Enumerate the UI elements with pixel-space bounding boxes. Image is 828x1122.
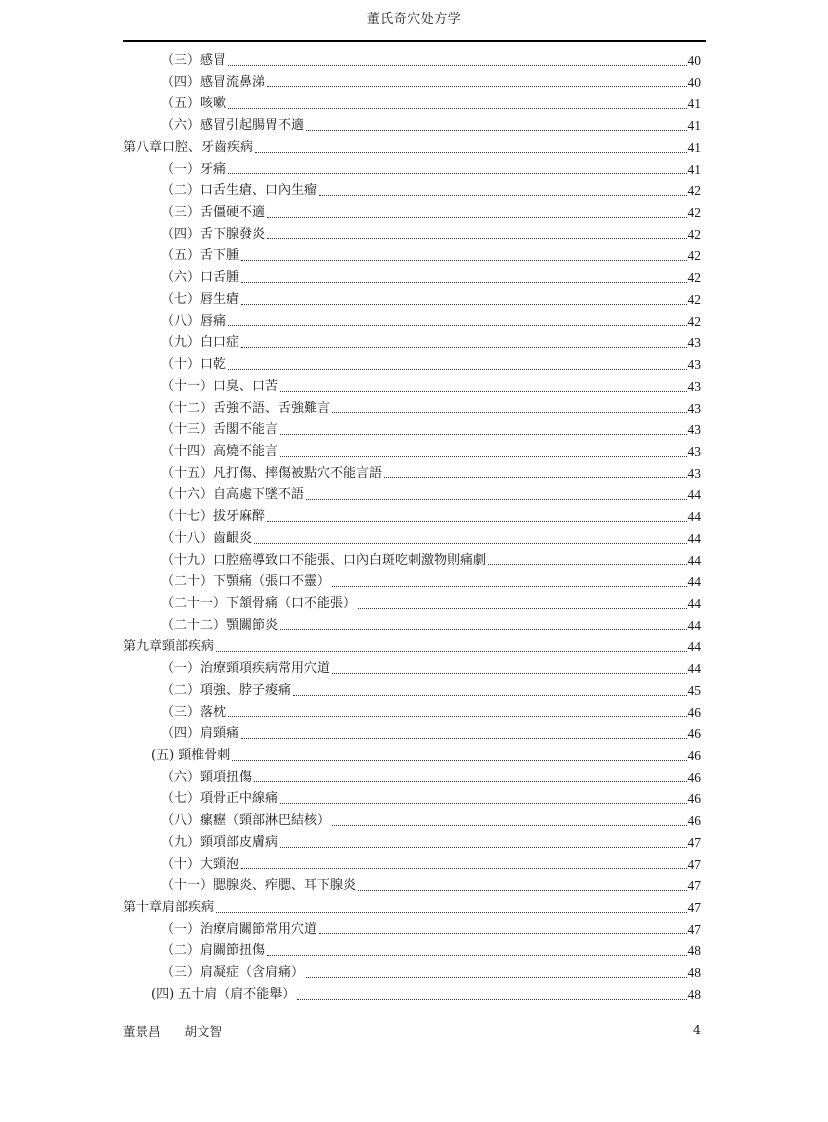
- toc-section-entry[interactable]: [123, 593, 701, 615]
- dot-leader: [228, 107, 686, 109]
- page-number: 4: [693, 1022, 701, 1037]
- toc-page-number: 48: [687, 986, 701, 1002]
- dot-leader: [280, 628, 686, 630]
- toc-page-number: 43: [687, 357, 701, 373]
- dot-leader: [228, 324, 686, 326]
- dot-leader: [332, 672, 686, 674]
- dot-leader: [306, 129, 686, 131]
- dot-leader: [358, 889, 686, 891]
- running-header: 董氏奇穴处方学: [366, 12, 462, 27]
- toc-chapter-entry[interactable]: [123, 897, 701, 919]
- toc-page-number: 42: [687, 270, 701, 286]
- dot-leader: [306, 498, 686, 500]
- toc-entry-title: （六）口舌腫: [161, 270, 240, 286]
- dot-leader: [216, 650, 686, 652]
- toc-section-entry[interactable]: [123, 332, 701, 354]
- dot-leader: [297, 998, 686, 1000]
- toc-section-entry[interactable]: [123, 441, 701, 463]
- toc-page-number: 42: [687, 226, 701, 242]
- toc-page-number: 40: [687, 53, 701, 68]
- toc-entry-title: （二）肩關節扭傷: [161, 943, 266, 959]
- toc-section-entry[interactable]: [123, 289, 701, 311]
- dot-leader: [228, 172, 686, 174]
- dot-leader: [293, 694, 686, 696]
- toc-chapter-entry[interactable]: [123, 636, 701, 658]
- dot-leader: [280, 802, 686, 804]
- dot-leader: [306, 976, 686, 978]
- author-name: 胡文智: [184, 1024, 223, 1039]
- toc-entry-title: （九）白口症: [161, 335, 240, 351]
- toc-entry-title: (四) 五十肩（肩不能舉）: [151, 986, 296, 1002]
- toc-entry-title: （八）唇痛: [161, 313, 227, 329]
- dot-leader: [488, 563, 686, 565]
- toc-page-number: 46: [687, 748, 701, 763]
- toc-page-number: 43: [687, 465, 701, 481]
- dot-leader: [232, 759, 686, 761]
- toc-section-entry[interactable]: [123, 50, 701, 72]
- toc-entry-title: （三）肩凝症（含肩痛）: [161, 965, 305, 981]
- dot-leader: [241, 867, 686, 869]
- dot-leader: [358, 607, 686, 609]
- toc-entry-title: （五）舌下腫: [161, 248, 240, 264]
- toc-section-entry[interactable]: [123, 984, 701, 1006]
- toc-page-number: 44: [687, 487, 701, 503]
- toc-entry-title: （十六）自高處下墜不語: [161, 487, 305, 503]
- toc-section-entry[interactable]: [123, 224, 701, 246]
- toc-section-entry[interactable]: [123, 115, 701, 137]
- toc-section-entry[interactable]: [123, 788, 701, 810]
- toc-entry-title: （三）落枕: [161, 704, 227, 720]
- toc-entry-title: （十八）齒齦炎: [161, 530, 253, 546]
- toc-entry-title: （九）頸項部皮膚病: [161, 834, 279, 850]
- toc-section-entry[interactable]: [123, 745, 701, 767]
- dot-leader: [267, 520, 686, 522]
- dot-leader: [228, 64, 686, 66]
- toc-page-number: 47: [687, 921, 701, 937]
- toc-page-number: 43: [687, 335, 701, 351]
- toc-entry-title: （十）大頸泡: [161, 856, 240, 872]
- dot-leader: [254, 542, 686, 544]
- toc-entry-title: （三）舌僵硬不適: [161, 205, 266, 221]
- toc-entry-title: （一）治療頸項疾病常用穴道: [161, 661, 331, 677]
- toc-page-number: 48: [687, 965, 701, 981]
- toc-page-number: 42: [687, 291, 701, 307]
- toc-section-entry[interactable]: [123, 484, 701, 506]
- toc-entry-title: （十七）拔牙麻醉: [161, 509, 266, 525]
- dot-leader: [280, 433, 686, 435]
- toc-section-entry[interactable]: [123, 202, 701, 224]
- toc-entry-title: （十四）高燒不能言: [161, 443, 279, 459]
- toc-entry-title: （五）咳嗽: [161, 96, 227, 112]
- toc-section-entry[interactable]: [123, 854, 701, 876]
- dot-leader: [241, 303, 686, 305]
- toc-section-entry[interactable]: [123, 506, 701, 528]
- toc-section-entry[interactable]: [123, 832, 701, 854]
- dot-leader: [332, 585, 686, 587]
- dot-leader: [280, 390, 686, 392]
- toc-page-number: 48: [687, 943, 701, 959]
- toc-entry-title: 第八章口腔、牙齒疾病: [123, 139, 254, 155]
- toc-entry-title: （二十一）下頷骨痛（口不能張）: [161, 595, 357, 611]
- toc-page-number: 47: [687, 878, 701, 894]
- dot-leader: [254, 780, 686, 782]
- toc-page-number: 44: [687, 595, 701, 611]
- toc-section-entry[interactable]: [123, 658, 701, 680]
- toc-page-number: 46: [687, 813, 701, 829]
- dot-leader: [241, 737, 686, 739]
- toc-section-entry[interactable]: [123, 940, 701, 962]
- toc-entry-title: （三）感冒: [161, 53, 227, 68]
- toc-page-number: 41: [687, 161, 701, 177]
- toc-page-number: 40: [687, 74, 701, 90]
- toc-section-entry[interactable]: [123, 311, 701, 333]
- toc-section-entry[interactable]: [123, 93, 701, 115]
- toc-page-number: 41: [687, 139, 701, 155]
- toc-page-number: 44: [687, 574, 701, 590]
- toc-entry-title: （十一）腮腺炎、痄腮、耳下腺炎: [161, 878, 357, 894]
- dot-leader: [280, 846, 686, 848]
- dot-leader: [332, 411, 686, 413]
- toc-section-entry[interactable]: [123, 354, 701, 376]
- toc-entry-title: （八）瘰癧（頸部淋巴結核）: [161, 813, 331, 829]
- toc-entry-title: （二十）下顎痛（張口不靈）: [161, 574, 331, 590]
- toc-page-number: 41: [687, 96, 701, 112]
- header-rule: [123, 40, 706, 42]
- toc-section-entry[interactable]: [123, 875, 701, 897]
- toc-entry-title: （四）肩頸痛: [161, 726, 240, 742]
- footer-authors: [123, 1022, 222, 1040]
- toc-page-number: 44: [687, 617, 701, 633]
- toc-page-number: 44: [687, 530, 701, 546]
- toc-entry-title: （六）感冒引起腸胃不適: [161, 118, 305, 134]
- dot-leader: [267, 216, 686, 218]
- toc-page-number: 43: [687, 378, 701, 394]
- toc-entry-title: （二）口舌生瘡、口內生瘤: [161, 183, 318, 199]
- toc-entry-title: （一）牙痛: [161, 161, 227, 177]
- table-of-contents: [123, 50, 701, 1006]
- dot-leader: [255, 151, 686, 153]
- toc-entry-title: （十）口乾: [161, 357, 227, 373]
- toc-page-number: 46: [687, 769, 701, 785]
- dot-leader: [216, 911, 686, 913]
- dot-leader: [241, 281, 686, 283]
- toc-page-number: 42: [687, 205, 701, 221]
- toc-section-entry[interactable]: [123, 159, 701, 181]
- toc-page-number: 43: [687, 422, 701, 438]
- toc-page-number: 42: [687, 183, 701, 199]
- dot-leader: [267, 237, 686, 239]
- toc-page-number: 46: [687, 704, 701, 720]
- toc-chapter-entry[interactable]: [123, 137, 701, 159]
- toc-section-entry[interactable]: [123, 376, 701, 398]
- dot-leader: [267, 85, 686, 87]
- toc-section-entry[interactable]: [123, 919, 701, 941]
- author-name: 董景昌: [123, 1024, 161, 1039]
- toc-section-entry[interactable]: [123, 680, 701, 702]
- toc-page-number: 44: [687, 509, 701, 525]
- dot-leader: [241, 259, 686, 261]
- toc-section-entry[interactable]: [123, 245, 701, 267]
- toc-entry-title: （二十二）顎關節炎: [161, 617, 279, 633]
- toc-section-entry[interactable]: [123, 550, 701, 572]
- dot-leader: [319, 932, 686, 934]
- dot-leader: [280, 455, 686, 457]
- toc-entry-title: （十五）凡打傷、摔傷被點穴不能言語: [161, 465, 383, 481]
- toc-entry-title: （十三）舌閣不能言: [161, 422, 279, 438]
- page-footer: [123, 1022, 701, 1040]
- toc-section-entry[interactable]: [123, 767, 701, 789]
- toc-section-entry[interactable]: [123, 180, 701, 202]
- toc-entry-title: （七）項骨正中線痛: [161, 791, 279, 807]
- toc-section-entry[interactable]: [123, 571, 701, 593]
- toc-entry-title: （十九）口腔癌導致口不能張、口內白斑吃刺激物則痛劇: [161, 552, 487, 568]
- dot-leader: [228, 368, 686, 370]
- toc-page-number: 47: [687, 900, 701, 916]
- toc-entry-title: （十一）口臭、口苦: [161, 378, 279, 394]
- toc-page-number: 47: [687, 856, 701, 872]
- toc-section-entry[interactable]: [123, 615, 701, 637]
- toc-page-number: 44: [687, 661, 701, 677]
- toc-section-entry[interactable]: [123, 463, 701, 485]
- toc-entry-title: （一）治療肩關節常用穴道: [161, 921, 318, 937]
- dot-leader: [241, 346, 686, 348]
- toc-section-entry[interactable]: [123, 72, 701, 94]
- toc-page-number: 46: [687, 791, 701, 807]
- toc-page-number: 42: [687, 248, 701, 264]
- toc-entry-title: (五) 頸椎骨刺: [151, 748, 231, 763]
- toc-entry-title: 第九章頸部疾病: [123, 639, 215, 655]
- toc-section-entry[interactable]: [123, 398, 701, 420]
- toc-page-number: 43: [687, 443, 701, 459]
- dot-leader: [319, 194, 686, 196]
- toc-page-number: 43: [687, 400, 701, 416]
- toc-entry-title: （十二）舌強不語、舌強難言: [161, 400, 331, 416]
- toc-page-number: 41: [687, 118, 701, 134]
- toc-section-entry[interactable]: [123, 723, 701, 745]
- toc-section-entry[interactable]: [123, 962, 701, 984]
- toc-page-number: 45: [687, 682, 701, 698]
- toc-entry-title: （六）頸項扭傷: [161, 769, 253, 785]
- toc-page-number: 46: [687, 726, 701, 742]
- toc-section-entry[interactable]: [123, 267, 701, 289]
- toc-entry-title: 第十章肩部疾病: [123, 900, 215, 916]
- dot-leader: [332, 824, 686, 826]
- toc-entry-title: （四）舌下腺發炎: [161, 226, 266, 242]
- toc-section-entry[interactable]: [123, 419, 701, 441]
- toc-entry-title: （四）感冒流鼻涕: [161, 74, 266, 90]
- toc-page-number: 44: [687, 552, 701, 568]
- toc-section-entry[interactable]: [123, 702, 701, 724]
- toc-page-number: 42: [687, 313, 701, 329]
- toc-entry-title: （二）項強、脖子痠痛: [161, 682, 292, 698]
- dot-leader: [267, 954, 686, 956]
- toc-section-entry[interactable]: [123, 810, 701, 832]
- toc-section-entry[interactable]: [123, 528, 701, 550]
- toc-page-number: 44: [687, 639, 701, 655]
- toc-page-number: 47: [687, 834, 701, 850]
- dot-leader: [228, 715, 686, 717]
- toc-entry-title: （七）唇生瘡: [161, 291, 240, 307]
- dot-leader: [384, 476, 686, 478]
